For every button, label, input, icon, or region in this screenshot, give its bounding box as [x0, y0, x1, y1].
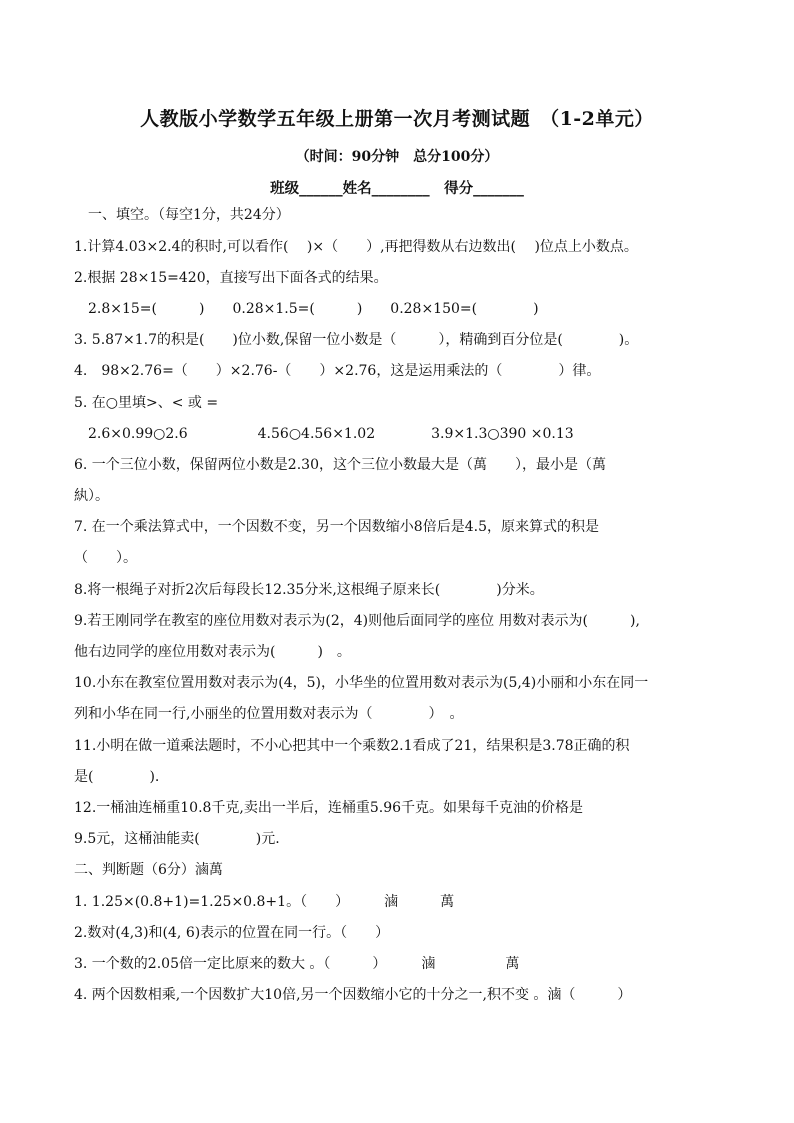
question-5: 5. 在○里填>、< 或 = — [74, 395, 219, 411]
question-2: 2.根据 28×15=420，直接写出下面各式的结果。 — [74, 270, 388, 286]
question-10-line-1: 10.小东在教室位置用数对表示为(4，5)，小华坐的位置用数对表示为(5,4)小丽和小东在同一 — [74, 675, 649, 691]
question-5-parts: 2.6×0.99○2.6 4.56○4.56×1.02 3.9×1.3○390 ×0.13 — [88, 426, 574, 442]
question-6-line-2: 紈）。 — [74, 488, 109, 504]
page-title: 人教版小学数学五年级上册第一次月考测试题 （1-2单元） — [140, 108, 654, 130]
question-11-line-2: 是( ). — [74, 769, 160, 785]
judgement-1: 1. 1.25×(0.8+1)=1.25×0.8+1。（ ） 滷 萬 — [74, 894, 455, 910]
judgement-3: 3. 一个数的2.05倍一定比原来的数大 。（ ） 滷 萬 — [74, 956, 520, 972]
judgement-4: 4. 两个因数相乘,一个因数扩大10倍,另一个因数缩小它的十分之一,积不变 。滷（ ） — [74, 987, 632, 1003]
section-2-heading: 二、判断题（6分）滷萬 — [74, 862, 223, 878]
question-6-line-1: 6. 一个三位小数，保留两位小数是2.30，这个三位小数最大是（萬 ），最小是（萬 — [74, 457, 606, 473]
question-12-line-1: 12.一桶油连桶重10.8千克,卖出一半后，连桶重5.96千克。如果每千克油的价格是 — [74, 800, 584, 816]
question-7-line-2: （ ）。 — [74, 550, 137, 566]
question-10-line-2: 列和小华在同一行,小丽坐的位置用数对表示为（ ） 。 — [74, 706, 464, 722]
exam-duration-and-score: （时间：90分钟 总分100分） — [295, 149, 499, 165]
judgement-2: 2.数对(4,3)和(4, 6)表示的位置在同一行。（ ） — [74, 925, 390, 941]
question-3: 3. 5.87×1.7的积是( )位小数,保留一位小数是（ ），精确到百分位是( )。 — [74, 332, 639, 348]
question-2-parts: 2.8×15=( ) 0.28×1.5=( ) 0.28×150=( ) — [88, 301, 539, 317]
question-1: 1.计算4.03×2.4的积时,可以看作( )×（ ）,再把得数从右边数出( )位点上小数点。 — [74, 239, 638, 255]
question-9-line-2: 他右边同学的座位用数对表示为( ) 。 — [74, 644, 351, 660]
question-9-line-1: 9.若王刚同学在教室的座位用数对表示为(2，4)则他后面同学的座位 用数对表示为( ), — [74, 613, 640, 629]
question-4: 4. 98×2.76=（ ）×2.76-（ ）×2.76，这是运用乘法的（ ）律。 — [74, 363, 601, 379]
section-1-heading: 一、填空。（每空1分，共24分） — [88, 207, 290, 223]
student-info-line: 班级______姓名________ 得分_______ — [270, 180, 524, 197]
question-11-line-1: 11.小明在做一道乘法题时，不小心把其中一个乘数2.1看成了21，结果积是3.78正确的积 — [74, 738, 630, 754]
question-12-line-2: 9.5元，这桶油能卖( )元. — [74, 831, 280, 847]
question-8: 8.将一根绳子对折2次后每段长12.35分米,这根绳子原来长( )分米。 — [74, 582, 544, 598]
question-7-line-1: 7. 在一个乘法算式中，一个因数不变，另一个因数缩小8倍后是4.5，原来算式的积是 — [74, 519, 599, 535]
